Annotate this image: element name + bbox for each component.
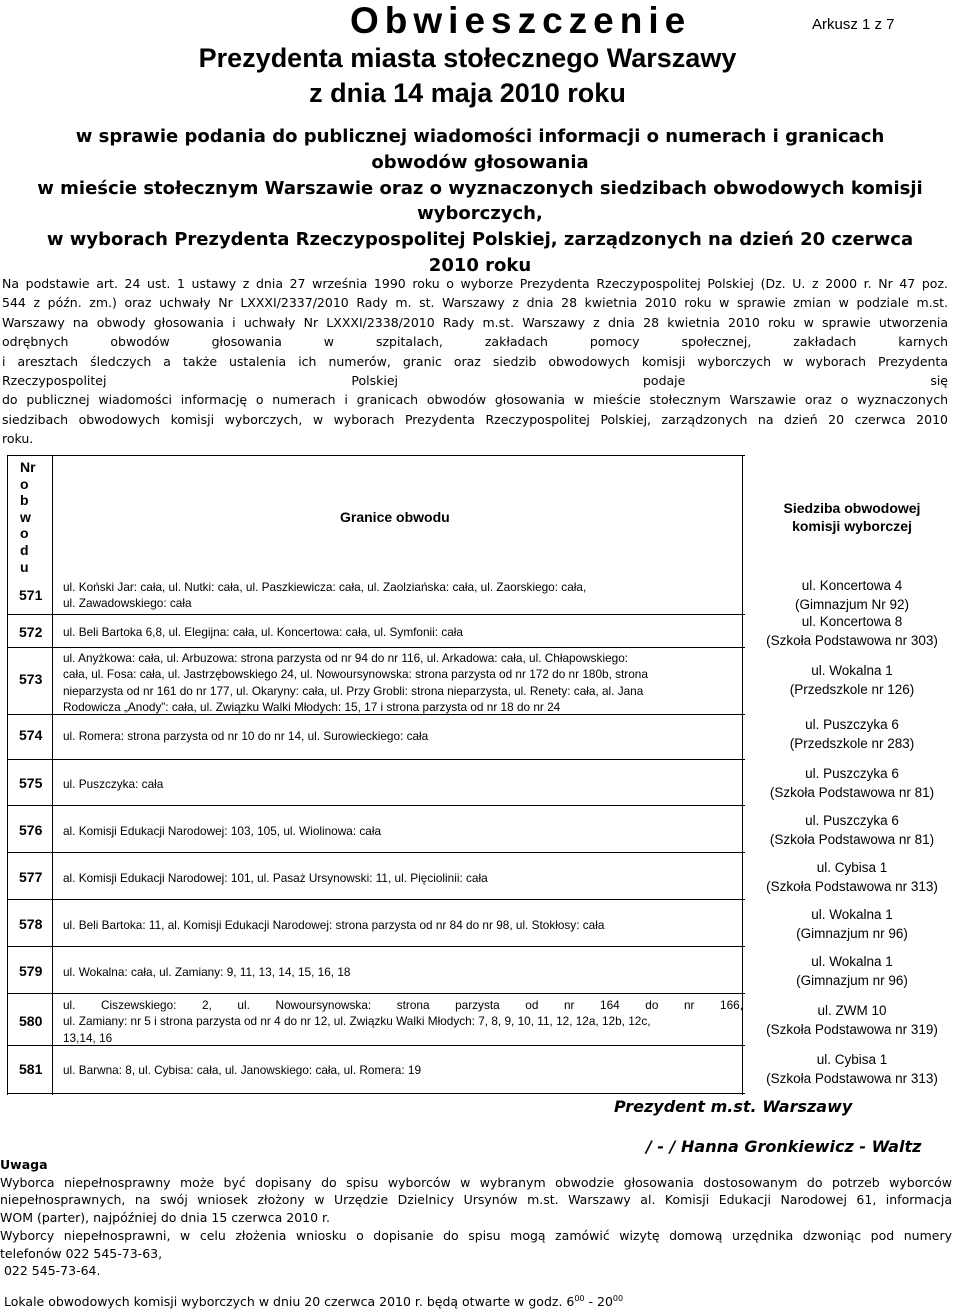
district-boundaries	[63, 776, 743, 792]
commission-location	[742, 716, 960, 753]
location-institution: (Szkoła Podstawowa nr 319)	[766, 1021, 938, 1037]
row-separator	[7, 759, 745, 760]
district-number: 579	[19, 963, 43, 979]
issuer-line: Prezydenta miasta stołecznego Warszawy	[198, 43, 737, 73]
location-address: ul. Koncertowa 4	[801, 578, 903, 593]
basis-line: do publicznej wiadomości informację o numerach i granicach obwodów głosowania w mieście stołecznym Warszawie oraz o wyznaczonych	[2, 392, 948, 408]
boundary-line: al. Komisji Edukacji Narodowej: 103, 105, ul. Wiolinowa: cała	[63, 824, 382, 838]
notes-block	[0, 1156, 952, 1280]
location-address: ul. ZWM 10	[817, 1003, 887, 1018]
district-number: 574	[19, 727, 43, 743]
location-address: ul. Wokalna 1	[811, 907, 893, 922]
boundary-line: Rodowicza „Anody”: cała, ul. Związku Walki Młodych: 15, 17 i strona parzysta od nr 18 do nr 24	[63, 699, 561, 714]
boundary-line: ul. Beli Bartoka: 11, al. Komisji Edukacji Narodowej: strona parzysta od nr 84 do nr 98, ul. Stokłosy: cała	[63, 918, 605, 932]
basis-line: 544 z późn. zm.) oraz uchwały Nr LXXXI/2337/2010 Rady m. st. Warszawy z dnia 28 kwietnia 2010 roku w sprawie zmian w podziale m.st.	[2, 295, 948, 311]
commission-location	[742, 577, 960, 614]
boundary-line: ul. Zawadowskiego: cała	[63, 596, 192, 611]
commission-location	[742, 953, 960, 990]
row-separator	[7, 614, 745, 615]
legal-basis	[2, 274, 948, 449]
row-separator	[7, 946, 745, 947]
boundary-line: ul. Beli Bartoka 6,8, ul. Elegijna: cała, ul. Koncertowa: cała, ul. Symfonii: cała	[63, 625, 463, 639]
commission-location	[742, 906, 960, 943]
notes-line: 022 545-73-64.	[0, 1263, 101, 1279]
subject-line: obwodów głosowania	[371, 151, 589, 173]
district-boundaries	[63, 870, 743, 886]
header-letter: b	[20, 492, 29, 509]
location-address: ul. Koncertowa 8	[801, 614, 903, 629]
table-border-bottom	[7, 1093, 745, 1094]
district-boundaries	[63, 964, 743, 980]
location-address: ul. Puszczyka 6	[805, 813, 899, 828]
notes-line: telefonów 022 545-73-63,	[0, 1245, 163, 1261]
commission-location	[742, 662, 960, 699]
subject-line: w sprawie podania do publicznej wiadomości informacji o numerach i granicach	[75, 126, 885, 147]
location-address: ul. Cybisa 1	[816, 860, 888, 875]
commission-location	[742, 859, 960, 896]
district-boundaries	[63, 624, 743, 640]
district-number: 573	[19, 671, 43, 687]
district-number: 572	[19, 624, 43, 640]
location-address: ul. Puszczyka 6	[805, 766, 899, 781]
district-boundaries	[63, 728, 743, 744]
header-letter: o	[20, 525, 29, 542]
location-address: ul. Cybisa 1	[816, 1052, 888, 1067]
notes-line: Wyborcy niepełnosprawni, w celu złożenia wniosku o dopisanie do spisu mogą zamówić wizytę domową urzędnika dzwoniąc pod numery	[0, 1227, 952, 1243]
notes-line: WOM (parter), najpóźniej do dnia 15 czerwca 2010 r.	[0, 1210, 330, 1226]
district-number: 578	[19, 916, 43, 932]
commission-location	[742, 1002, 960, 1039]
subject-block	[0, 124, 960, 279]
date-line: z dnia 14 maja 2010 roku	[309, 78, 626, 108]
location-address: ul. Wokalna 1	[811, 954, 893, 969]
commission-location	[742, 613, 960, 650]
header-siedziba	[742, 499, 960, 535]
notes-line: Wyborca niepełnosprawny może być dopisany do spisu wyborców w wybranym obwodzie głosowania dostosowanym do potrzeb wyborców	[0, 1174, 952, 1190]
boundary-line: ul. Zamiany: nr 5 i strona parzysta od nr 4 do nr 12, ul. Związku Walki Młodych: 7, 8, 9, 10, 11, 12, 12a, 12b, 12c,	[63, 1014, 651, 1029]
location-institution: (Przedszkole nr 126)	[789, 681, 915, 697]
boundary-line: nieparzysta od nr 161 do nr 177, ul. Okaryny: cała, ul. Przy Grobli: strona nieparzysta, ul. Renety: cała, al. Jana	[63, 683, 644, 698]
subject-line: wyborczych,	[417, 203, 543, 225]
district-boundaries	[63, 579, 743, 612]
location-institution: (Szkoła Podstawowa nr 81)	[769, 784, 935, 800]
boundary-line: 13,14, 16	[63, 1030, 113, 1045]
row-separator	[7, 852, 745, 853]
commission-location	[742, 812, 960, 849]
footer-superscript: 00	[612, 1294, 624, 1303]
district-number: 577	[19, 869, 43, 885]
location-institution: (Szkoła Podstawowa nr 313)	[766, 1070, 938, 1086]
district-boundaries	[63, 997, 743, 1046]
location-institution: (Gimnazjum nr 96)	[796, 972, 908, 988]
table-border-left	[7, 455, 8, 1095]
basis-line: Na podstawie art. 24 ust. 1 ustawy z dnia 27 września 1990 roku o wyborze Prezydenta Rzeczypospolitej Polskiej (Dz. U. z 2000 r. Nr 47 poz.	[2, 276, 948, 291]
header-nr-obwodu	[20, 459, 36, 575]
location-address: ul. Wokalna 1	[811, 663, 893, 678]
commission-location	[742, 765, 960, 802]
boundary-line: cała, ul. Fosa: cała, ul. Jastrzębowskiego 24, ul. Nowoursynowska: strona parzysta od nr 172 do nr 180b, strona	[63, 667, 648, 682]
table-divider-nr	[52, 455, 53, 1095]
footer-text: - 20	[584, 1294, 613, 1310]
row-separator	[7, 647, 745, 648]
table-border-top	[7, 455, 745, 456]
basis-line: Rzeczypospolitej Polskiej podaje się	[2, 373, 948, 389]
location-address: ul. Puszczyka 6	[805, 717, 899, 732]
location-institution: (Przedszkole nr 283)	[789, 735, 915, 751]
location-institution: (Gimnazjum nr 96)	[796, 925, 908, 941]
notes-heading: Uwaga	[0, 1157, 48, 1172]
document-title: Obwieszczenie	[350, 0, 692, 41]
district-number: 580	[19, 1013, 43, 1029]
district-boundaries	[63, 650, 743, 715]
basis-line: roku.	[2, 431, 34, 447]
boundary-line: ul. Ciszewskiego: 2, ul. Nowoursynowska: strona parzysta od nr 164 do nr 166,	[63, 998, 743, 1012]
subject-line: w mieście stołecznym Warszawie oraz o wyznaczonych siedzibach obwodowych komisji	[37, 177, 923, 199]
basis-line: Warszawy na obwody głosowania i uchwały Nr LXXXI/2338/2010 Rady m.st. Warszawy z dnia 28 kwietnia 2010 roku w sprawie utworzenia	[2, 314, 948, 330]
sheet-indicator: Arkusz 1 z 7	[812, 16, 895, 33]
commission-location	[742, 1051, 960, 1088]
boundary-line: ul. Barwna: 8, ul. Cybisa: cała, ul. Janowskiego: cała, ul. Romera: 19	[63, 1063, 422, 1077]
boundary-line: ul. Puszczyka: cała	[63, 777, 164, 791]
location-institution: (Szkoła Podstawowa nr 81)	[769, 831, 935, 847]
row-separator	[7, 899, 745, 900]
districts-table	[7, 455, 957, 1095]
row-separator	[7, 805, 745, 806]
basis-line: siedzibach obwodowych komisji wyborczych, w wyborach Prezydenta Rzeczypospolitej Polskiej, zarządzonych na dzień 20 czerwca 2010	[2, 411, 948, 427]
footer-text: Lokale obwodowych komisji wyborczych w dniu 20 czerwca 2010 r. będą otwarte w godz. 6	[4, 1294, 575, 1310]
boundary-line: ul. Koński Jar: cała, ul. Nutki: cała, ul. Paszkiewicza: cała, ul. Zaolziańska: cała, ul. Zaorskiego: cała,	[63, 580, 587, 594]
boundary-line: al. Komisji Edukacji Narodowej: 101, ul. Pasaż Ursynowski: 11, ul. Pięciolinii: cała	[63, 871, 488, 885]
district-boundaries	[63, 917, 743, 933]
boundary-line: ul. Romera: strona parzysta od nr 10 do nr 14, ul. Surowieckiego: cała	[63, 729, 429, 743]
district-number: 576	[19, 822, 43, 838]
boundary-line: ul. Anyżkowa: cała, ul. Arbuzowa: strona parzysta od nr 94 do nr 116, ul. Arkadowa: cała, ul. Chłapowskiego:	[63, 651, 629, 665]
header-letter: w	[20, 508, 31, 525]
header-letter: d	[20, 541, 29, 558]
header-letter: Nr	[20, 459, 36, 475]
signature-name: / - / Hanna Gronkiewicz - Waltz	[646, 1137, 922, 1156]
subject-line: 2010 roku	[428, 254, 532, 276]
opening-hours-footer	[4, 1294, 623, 1309]
basis-line: i aresztach śledczych a także ustalenia ich numerów, granic oraz siedzib obwodowych komisji wyborczych w wyborach Prezydenta	[2, 353, 948, 369]
district-boundaries	[63, 823, 743, 839]
district-number: 571	[19, 587, 43, 603]
basis-line: odrębnych obwodów głosowania w szpitalach, zakładach pomocy społecznej, zakładach karnych	[2, 334, 948, 350]
district-number: 581	[19, 1061, 43, 1077]
row-separator	[7, 993, 745, 994]
header-letter: o	[20, 475, 29, 492]
location-institution: (Szkoła Podstawowa nr 313)	[766, 878, 938, 894]
notes-line: niepełnosprawnych, na swój wniosek złożony w Urzędzie Dzielnicy Ursynów m.st. Warszawy al. Komisji Edukacji Narodowej 61, informacja	[0, 1192, 952, 1208]
boundary-line: ul. Wokalna: cała, ul. Zamiany: 9, 11, 13, 14, 15, 16, 18	[63, 965, 351, 979]
subject-line: w wyborach Prezydenta Rzeczypospolitej Polskiej, zarządzonych na dzień 20 czerwca	[46, 229, 914, 251]
header-letter: u	[20, 558, 29, 575]
district-boundaries	[63, 1062, 743, 1078]
footer-superscript: 00	[574, 1294, 585, 1303]
location-institution: (Szkoła Podstawowa nr 303)	[766, 632, 938, 648]
header-siedziba-line: Siedziba obwodowej	[783, 500, 921, 516]
location-institution: (Gimnazjum Nr 92)	[794, 596, 910, 612]
signature-role: Prezydent m.st. Warszawy	[614, 1097, 853, 1116]
district-number: 575	[19, 775, 43, 791]
header-granice: Granice obwodu	[340, 509, 450, 525]
header-siedziba-line: komisji wyborczej	[792, 518, 912, 534]
